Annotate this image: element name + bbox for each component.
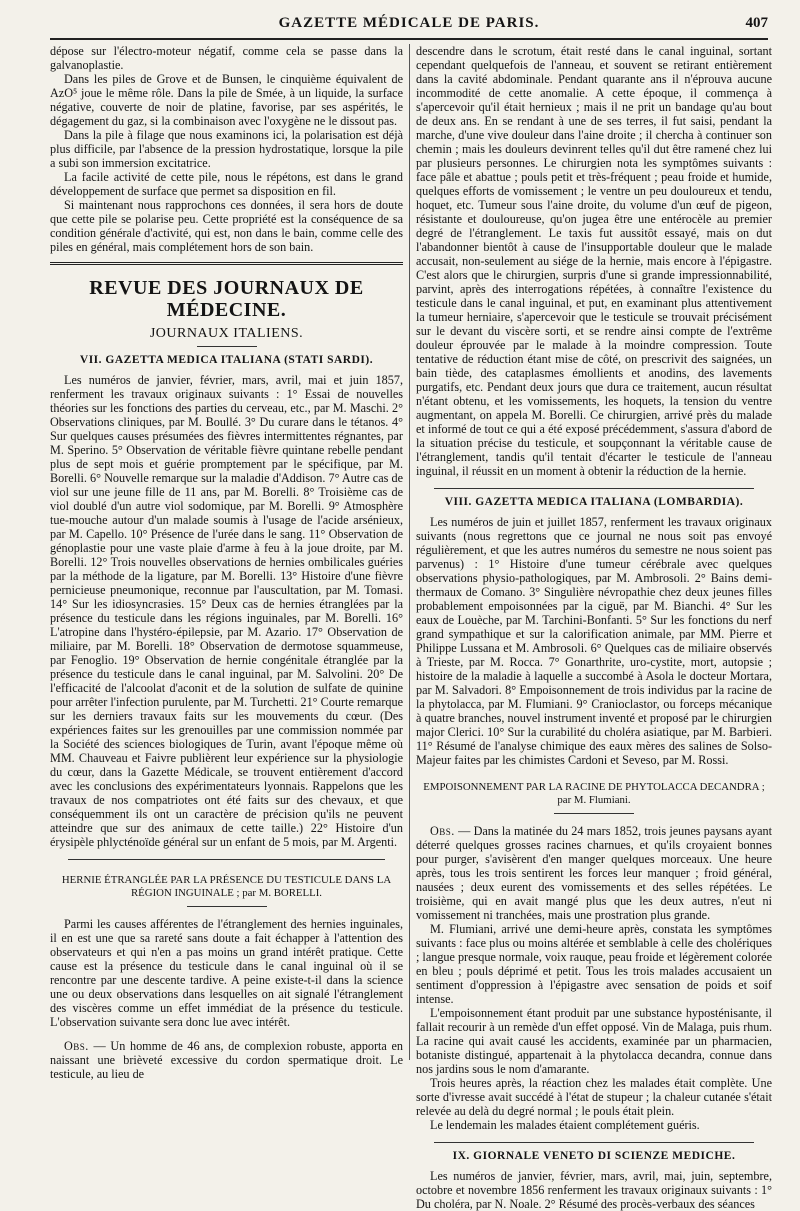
divider [434,1142,754,1143]
paragraph: Les numéros de juin et juillet 1857, renferment les travaux originaux suivants (nous regrettons que ce journal ne nous soit pas envoyé régulièrement, et que les autres numéros du semestre ne nous soient pas parvenus) : 1° Histoire d'une tumeur cérébrale avec quelques observations physio-pathologiques, par M. Ambrosoli. 2° Bains demi-thermaux de Comano. 3° Singulière névropathie chez deux jeunes filles probablement empoisonnées par la ciguë, par M. Bianchi. 4° Sur les eaux de Louèche, par M. Tarchini-Bonfanti. 5° Sur les fonctions du nerf grand sympathique et sur la calorification animale, par MM. Pierre et Philippe Lussana et M. Ambrosoli. 6° Quelques cas de miliaire observés à Trieste, par M. Rocca. 7° Gonarthrite, uro-cystite, mort, autopsie ; histoire de la maladie à laquelle a succombé à Asola le docteur Mortara, par M. Salvadori. 8° Empoisonnement de trois individus par la racine de la phytolacca, par M. Flumiani. 9° Cranioclastor, ou forceps mécanique à quatre branches, nouvel instrument inventé et proposé par le chirurgien major Clerici. 10° Sur la curabilité du choléra asiatique, par M. Barbieri. 11° Résumé de l'analyse chimique des eaux mères des salines de Solso-Majeur faites par les chimistes Cardoni et Seveso, par M. Rossi. [416,515,772,767]
heading-underline [187,906,267,907]
running-head [50,12,768,40]
paragraph: descendre dans le scrotum, était resté dans le canal inguinal, sortant cependant quelquefois de l'anneau, et souvent se retirant entièrement dans la cavité abdominale. Pendant quarante ans il n'éprouva aucune incommodité de cette anomalie. A cette époque, il commença à s'apercevoir qu'il était hernieux ; mais il ne prit un bandage qu'au bout de deux ans. En se rendant à une de ses terres, il fut saisi, pendant la marche, d'une vive douleur dans l'aine droite ; il chercha à continuer son chemin ; mais les douleurs devinrent telles qu'il dut être ramené chez lui par plusieurs personnes. Le chirurgien nota les symptômes suivants : face pâle et abattue ; pouls petit et très-fréquent ; peau froide et humide, quelques efforts de vomissement ; le ventre un peu douloureux et tendu, hoquet, etc. Tumeur sous l'aine droite, du volume d'un œuf de pigeon, résistante et douloureuse, qu'on jugea être une entérocèle au premier degré de l'étranglement. Le taxis fut aussitôt essayé, mais on dut l'abandonner bientôt à cause de l'insupportable douleur que le malade accusait, non-seulement au siége de la hernie, mais encore à l'épigastre. C'est alors que le chirurgien, surpris d'une si grande impressionnabilité, parvint, après des interrogations répétées, à connaître l'existence du testicule dans le canal inguinal, et put, en examinant plus attentivement la tumeur herniaire, s'apercevoir que le testicule se trouvait précisément sur le devant du viscère sorti, et se rendre ainsi compte de l'extrême douleur éprouvée par le malade à la moindre compression. Toute tentative de réduction étant mise de côté, on prescrivit des saignées, un bain tiède, des cataplasmes émollients et anodins, des lavements purgatifs, etc. Pendant deux jours que dura ce traitement, aucun résultat n'étant obtenu, et les vomissements, les hoquets, la tension du ventre augmentant, on appela M. Borelli. Ce chirurgien, arrivé près du malade et informé de tout ce qui a été exposé précédemment, s'assura d'abord de la situation précise du testicule, et soupçonnant la véritable cause de l'étranglement, tandis qu'il tentait d'écarter le testicule de l'anneau inguinal, il réussit en un moment à obtenir la réduction de la hernie. [416,44,772,478]
right-column [416,44,772,1211]
obs-label: Obs. [430,824,455,838]
paragraph: M. Flumiani, arrivé une demi-heure après, constata les symptômes suivants : face plus ou moins altérée et semblable à celle des cholériques ; langue presque normale, voix rauque, peau froide et légèrement colorée en bleu ; pouls déprimé et petit. Tous les trois malades accusaient un sentiment d'oppression à l'épigastre avec sensation de poids et soif intense. [416,922,772,1006]
revue-title: REVUE DES JOURNAUX DE MÉDECINE. [89,277,364,321]
paragraph: L'empoisonnement étant produit par une substance hyposténisante, il fallait recourir à un remède d'un effet opposé. Vin de Malaga, puis rhum. La racine qui avait causé les accidents, examinée par un pharmacien, botaniste distingué, appartenait à la phytolacca decandra, connue dans nos jardins sous le nom d'amarante. [416,1006,772,1076]
paragraph [50,1039,403,1081]
column-rule [409,44,410,1060]
paragraph: Les numéros de janvier, février, mars, avril, mai, juin, septembre, octobre et novembre 1856 renferment les travaux originaux suivants : 1° Du choléra, par N. Noale. 2° Résumé des procès-verbaux des séances [416,1169,772,1211]
heading-underline [554,813,634,814]
paragraph: Parmi les causes afférentes de l'étranglement des hernies inguinales, il en est une que sa rareté sans doute a fait échapper à l'attention des observateurs et qui n'en a pas moins un grand intérêt pratique. Cette cause est la présence du testicule dans le canal inguinal où il se rencontre par une descente tardive. A peine existe-t-il dans la science une ou deux observations dans lesquelles on ait signalé l'étranglement des viscères comme un effet immédiat de la présence du testicule. L'observation suivante sera donc lue avec intérêt. [50,917,403,1029]
divider [434,488,754,489]
paragraph: Trois heures après, la réaction chez les malades était complète. Une sorte d'ivresse avait succédé à l'état de stupeur ; la chaleur cutanée s'était relevée au delà du degré normal ; le pouls était plein. [416,1076,772,1118]
section-divider [50,262,403,265]
section-heading-ix: IX. GIORNALE VENETO DI SCIENZE MEDICHE. [452,1150,736,1162]
paragraph: Si maintenant nous rapprochons ces données, il sera hors de doute que cette pile se polarise peu. Cette propriété est la conséquence de sa condition générale d'activité, qui est, non dans le bain, comme celle des piles en général, mais complétement hors de son bain. [50,198,403,254]
section-heading-vii: VII. GAZETTA MEDICA ITALIANA (STATI SARDI). [79,354,374,366]
obs-text: — Un homme de 46 ans, de complexion robuste, apporta en naissant une brièveté excessive du cordon spermatique droit. Le testicule, au lieu de [50,1039,403,1081]
article-heading-hernie [50,874,403,907]
paragraph: La facile activité de cette pile, nous le répétons, est dans le grand développement de surface que permet sa disposition en fil. [50,170,403,198]
paragraph: Le lendemain les malades étaient complétement guéris. [430,1118,700,1132]
page-number: 407 [745,15,768,31]
section-heading-viii: VIII. GAZETTA MEDICA ITALIANA (LOMBARDIA). [444,496,744,508]
left-column [50,44,403,1081]
paragraph: dépose sur l'électro-moteur négatif, comme cela se passe dans la galvanoplastie. [50,44,403,72]
paragraph: Les numéros de janvier, février, mars, avril, mai et juin 1857, renferment les travaux originaux suivants : 1° Essai de nouvelles théories sur les fonctions des parties du cerveau, etc., par M. Maschi. 2° Observations cliniques, par M. Boullé. 3° Du curare dans le tétanos. 4° Sur quelques causes présumées des fièvres intermittentes régnantes, par M. Sperino. 5° Observation de véritable fièvre quintane rebelle pendant plus de sept mois et guérie promptement par le spécifique, par M. Borelli. 6° Nouvelle remarque sur la maladie d'Addison. 7° Autre cas de viol sur une jeune fille de 11 ans, par M. Borelli. 8° Troisième cas de viol doublé d'un autre viol sodomique, par M. Borelli. 9° Atmosphère tue-mouche autour d'un malade soumis à l'usage de l'acide arsénieux, par M. Capello. 10° Présence de l'urée dans le sang. 11° Observation de génoplastie pour une vaste plaie d'arme à feu à la joue droite, par M. Borelli. 12° Trois nouvelles observations de hernies ombilicales guéries par la méthode de la ligature, par M. Borelli. 13° Histoire d'une fièvre pernicieuse pneumonique, reconnue par l'auscultation, par M. Tomasi. 14° Sur les idiosyncrasies. 15° Deux cas de hernies étranglées par la présence du testicule dans les régions inguinales, par M. Borelli. 16° L'atropine dans l'hystéro-épilepsie, par M. Azario. 17° Observation de miliaire, par M. Borelli. 18° Observation de dermotose squammeuse, par Fenoglio. 19° Observation de hernie congénitale étranglée par la présence du testicule dans le canal inguinal, par M. Salvolini. 20° De l'efficacité de l'alcoolat d'aconit et de la solution de sulfate de quinine pour arrêter l'infection purulente, par M. Turchetti. 21° Courte remarque sur les derniers travaux faits sur les mouvements du cœur. (Des expériences faites sur les grenouilles par une commission nommée par la Société des sciences biologiques de Turin, avant l'époque même où MM. Chauveau et Faivre publièrent leur expérience sur la physiologie du cœur, dans la Gazette Médicale, se trouvent entièrement d'accord avec les conclusions des expérimentateurs lyonnais. Rappelons que les travaux de nos compatriotes ont été faits sur des chevaux, et que conséquemment ils ont un caractère de précision qu'ils ne peuvent atteindre que sur des animaux de cette taille.) 22° Histoire d'un érysipèle phlycténoïde général sur un enfant de 5 mois, par M. Argenti. [50,373,403,849]
paragraph [416,824,772,922]
paragraph: Dans les piles de Grove et de Bunsen, le cinquième équivalent de AzO⁵ joue le même rôle. Dans la pile de Smée, à un liquide, la surface négative, couverte de noir de platine, favorise, par ses aspérités, le dégagement du gaz, si la combinaison avec l'oxygène ne le dissout pas. [50,72,403,128]
article-heading-text: HERNIE ÉTRANGLÉE PAR LA PRÉSENCE DU TESTICULE DANS LA RÉGION INGUINALE ; par M. BORELLI. [61,874,392,899]
obs-text: — Dans la matinée du 24 mars 1852, trois jeunes paysans ayant déterré quelques grosses racines charnues, et qu'ils croyaient bonnes pour purger, s'avisèrent d'en manger quelques morceaux. Une heure après, tous les trois sentirent les forces leur manquer ; froid général, nausées ; deux eurent des vomissements et des selles répétées. Le troisième, qui en avait mangé plus que les deux autres, n'eut ni vomissement ni tranchées, mais une prostration plus grande. [416,824,772,922]
paragraph: Dans la pile à filage que nous examinons ici, la polarisation est déjà plus difficile, par l'absence de la pression hydrostatique, lorsque la pile a subi son immersion excitatrice. [50,128,403,170]
title-underline [197,346,257,347]
obs-label: Obs. [64,1039,89,1053]
journaux-title: JOURNAUX ITALIENS. [149,326,304,341]
spacer [50,1029,403,1039]
divider [68,859,386,860]
article-heading-text: EMPOISONNEMENT PAR LA RACINE DE PHYTOLACCA DECANDRA ; par M. Flumiani. [423,781,765,806]
article-heading-empoisonnement [416,781,772,814]
journal-title: GAZETTE MÉDICALE DE PARIS. [278,15,540,31]
